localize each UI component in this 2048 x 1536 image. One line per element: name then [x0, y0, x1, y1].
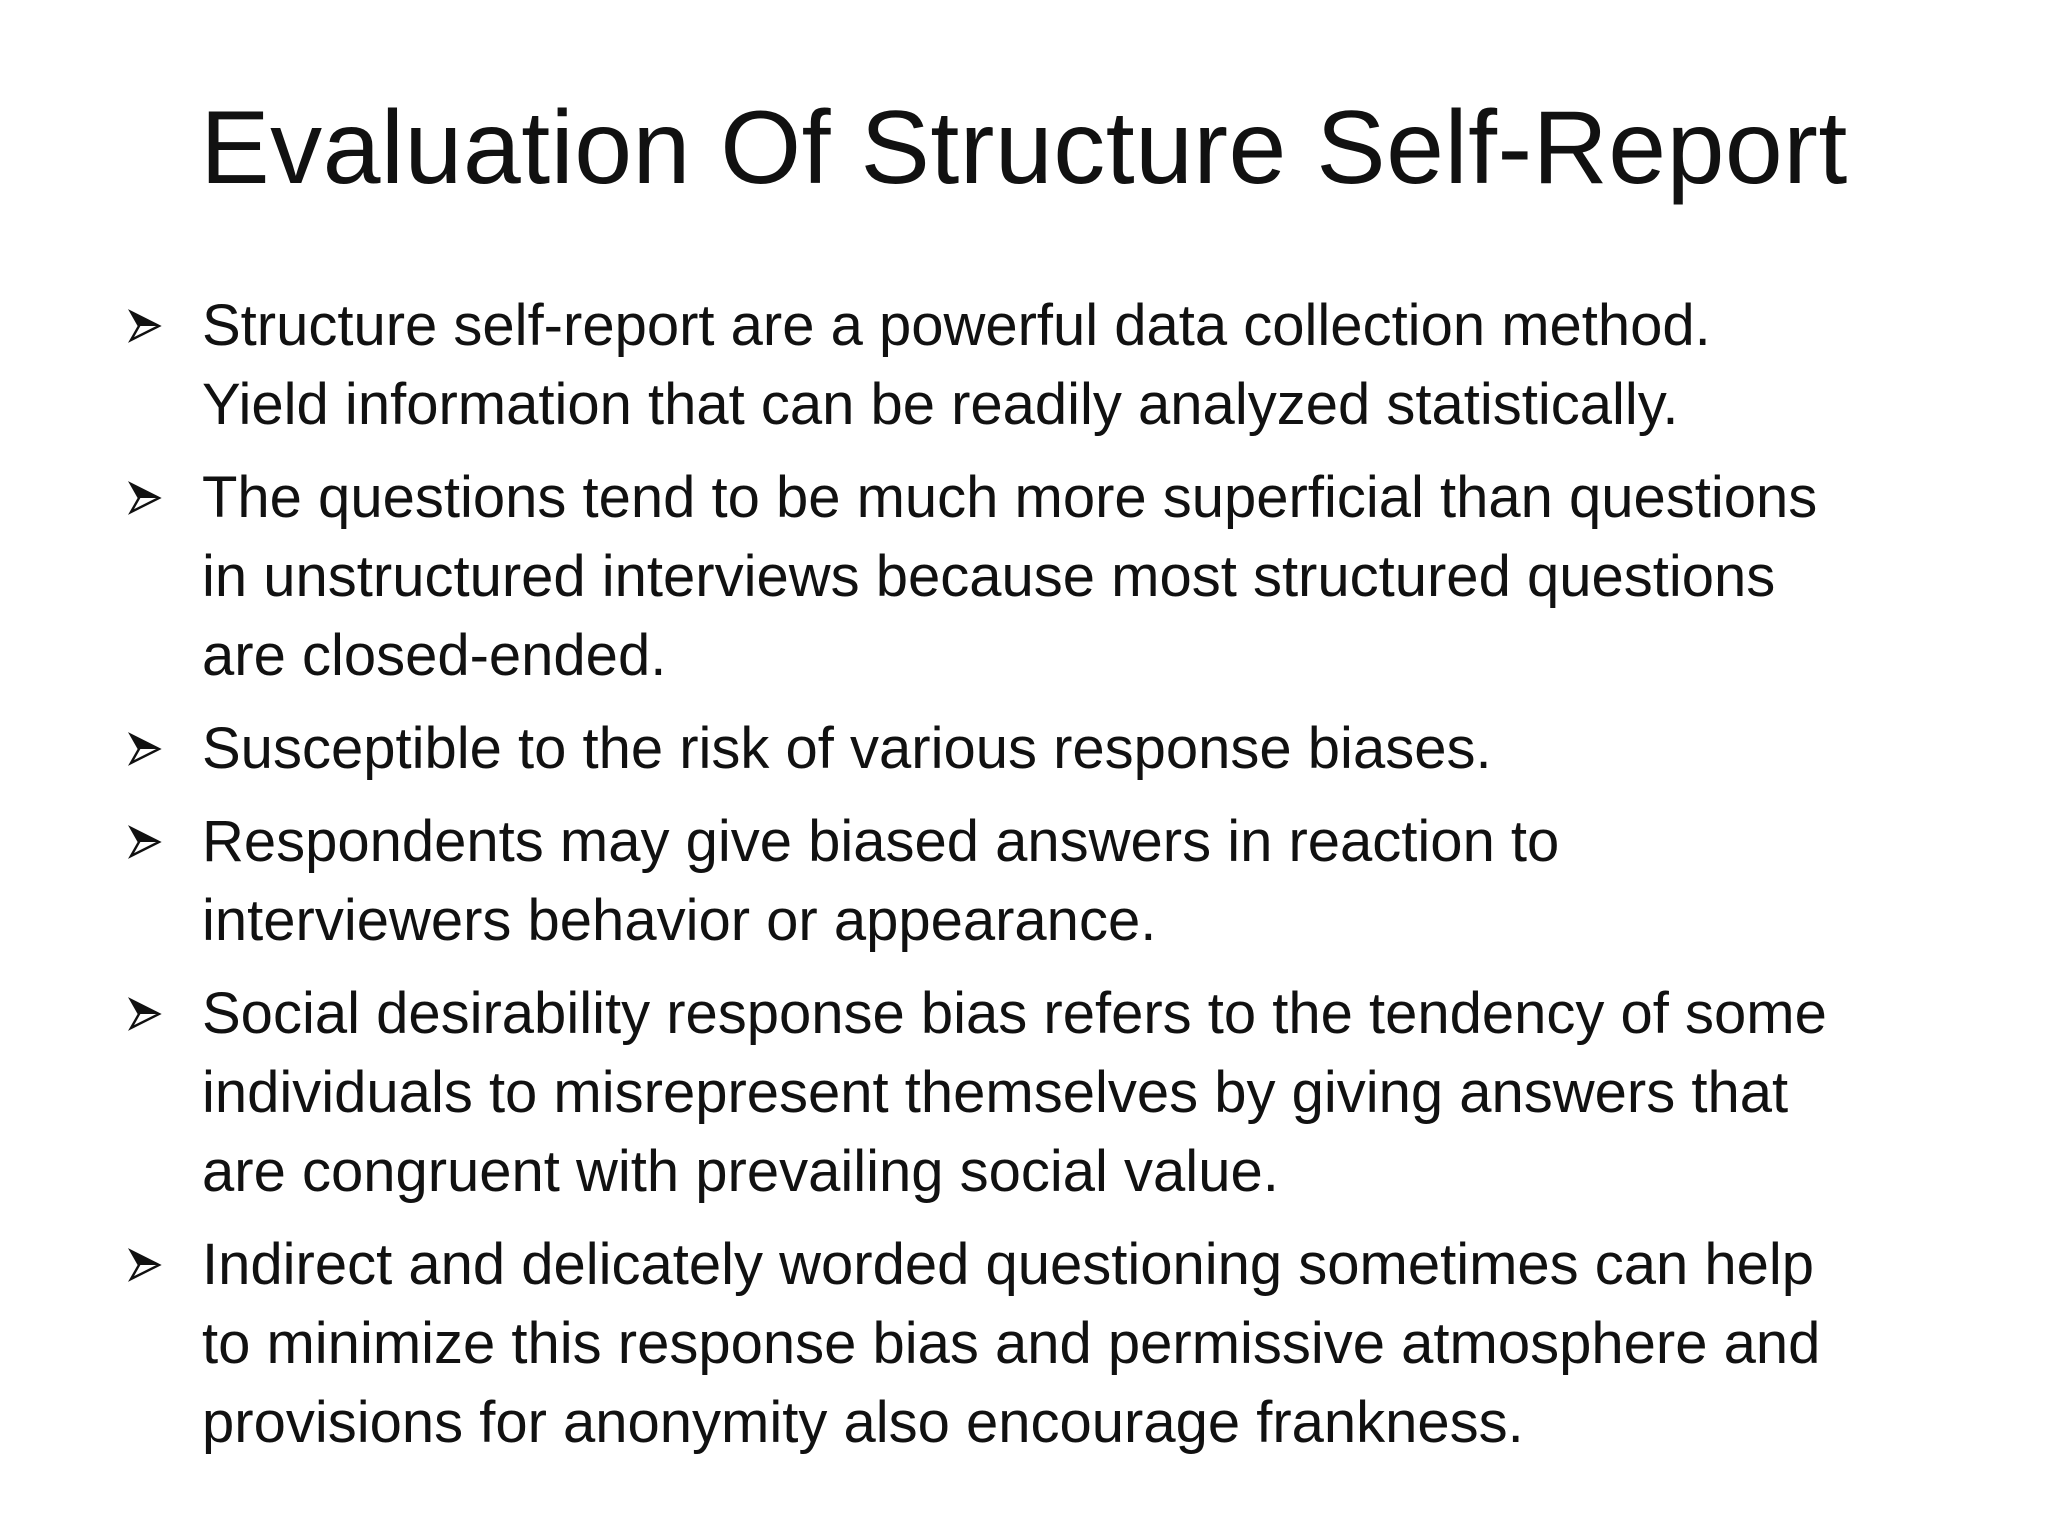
bullet-list — [128, 286, 1928, 1476]
bullet-item — [128, 458, 1928, 695]
bullet-line: The questions tend to be much more superficial than questions — [202, 465, 1818, 530]
bullet-line: Structure self-report are a powerful data collection method. — [202, 293, 1711, 358]
arrowhead-bullet-icon — [128, 286, 202, 365]
bullet-line: are closed-ended. — [202, 623, 667, 688]
bullet-item — [128, 709, 1928, 788]
bullet-line: interviewers behavior or appearance. — [202, 888, 1157, 953]
bullet-text — [202, 974, 1827, 1211]
bullet-line: provisions for anonymity also encourage frankness. — [202, 1390, 1524, 1455]
arrowhead-bullet-icon — [128, 709, 202, 788]
slide-title: Evaluation Of Structure Self-Report — [200, 90, 1848, 206]
bullet-line: are congruent with prevailing social value. — [202, 1139, 1279, 1204]
arrowhead-bullet-icon — [128, 458, 202, 537]
bullet-line: Yield information that can be readily analyzed statistically. — [202, 372, 1679, 437]
bullet-item — [128, 802, 1928, 960]
arrowhead-bullet-icon — [128, 1225, 202, 1304]
bullet-item — [128, 286, 1928, 444]
bullet-text — [202, 458, 1817, 695]
bullet-text — [202, 1225, 1820, 1462]
bullet-item — [128, 1225, 1928, 1462]
bullet-line: Social desirability response bias refers to the tendency of some — [202, 981, 1827, 1046]
arrowhead-bullet-icon — [128, 974, 202, 1053]
bullet-text — [202, 709, 1492, 788]
bullet-item — [128, 974, 1928, 1211]
arrowhead-bullet-icon — [128, 802, 202, 881]
bullet-text — [202, 286, 1711, 444]
bullet-line: Susceptible to the risk of various response biases. — [202, 716, 1492, 781]
bullet-text — [202, 802, 1559, 960]
bullet-line: in unstructured interviews because most structured questions — [202, 544, 1776, 609]
bullet-line: Respondents may give biased answers in reaction to — [202, 809, 1560, 874]
bullet-line: Indirect and delicately worded questioning sometimes can help — [202, 1232, 1815, 1297]
bullet-line: to minimize this response bias and permissive atmosphere and — [202, 1311, 1821, 1376]
bullet-line: individuals to misrepresent themselves by giving answers that — [202, 1060, 1789, 1125]
